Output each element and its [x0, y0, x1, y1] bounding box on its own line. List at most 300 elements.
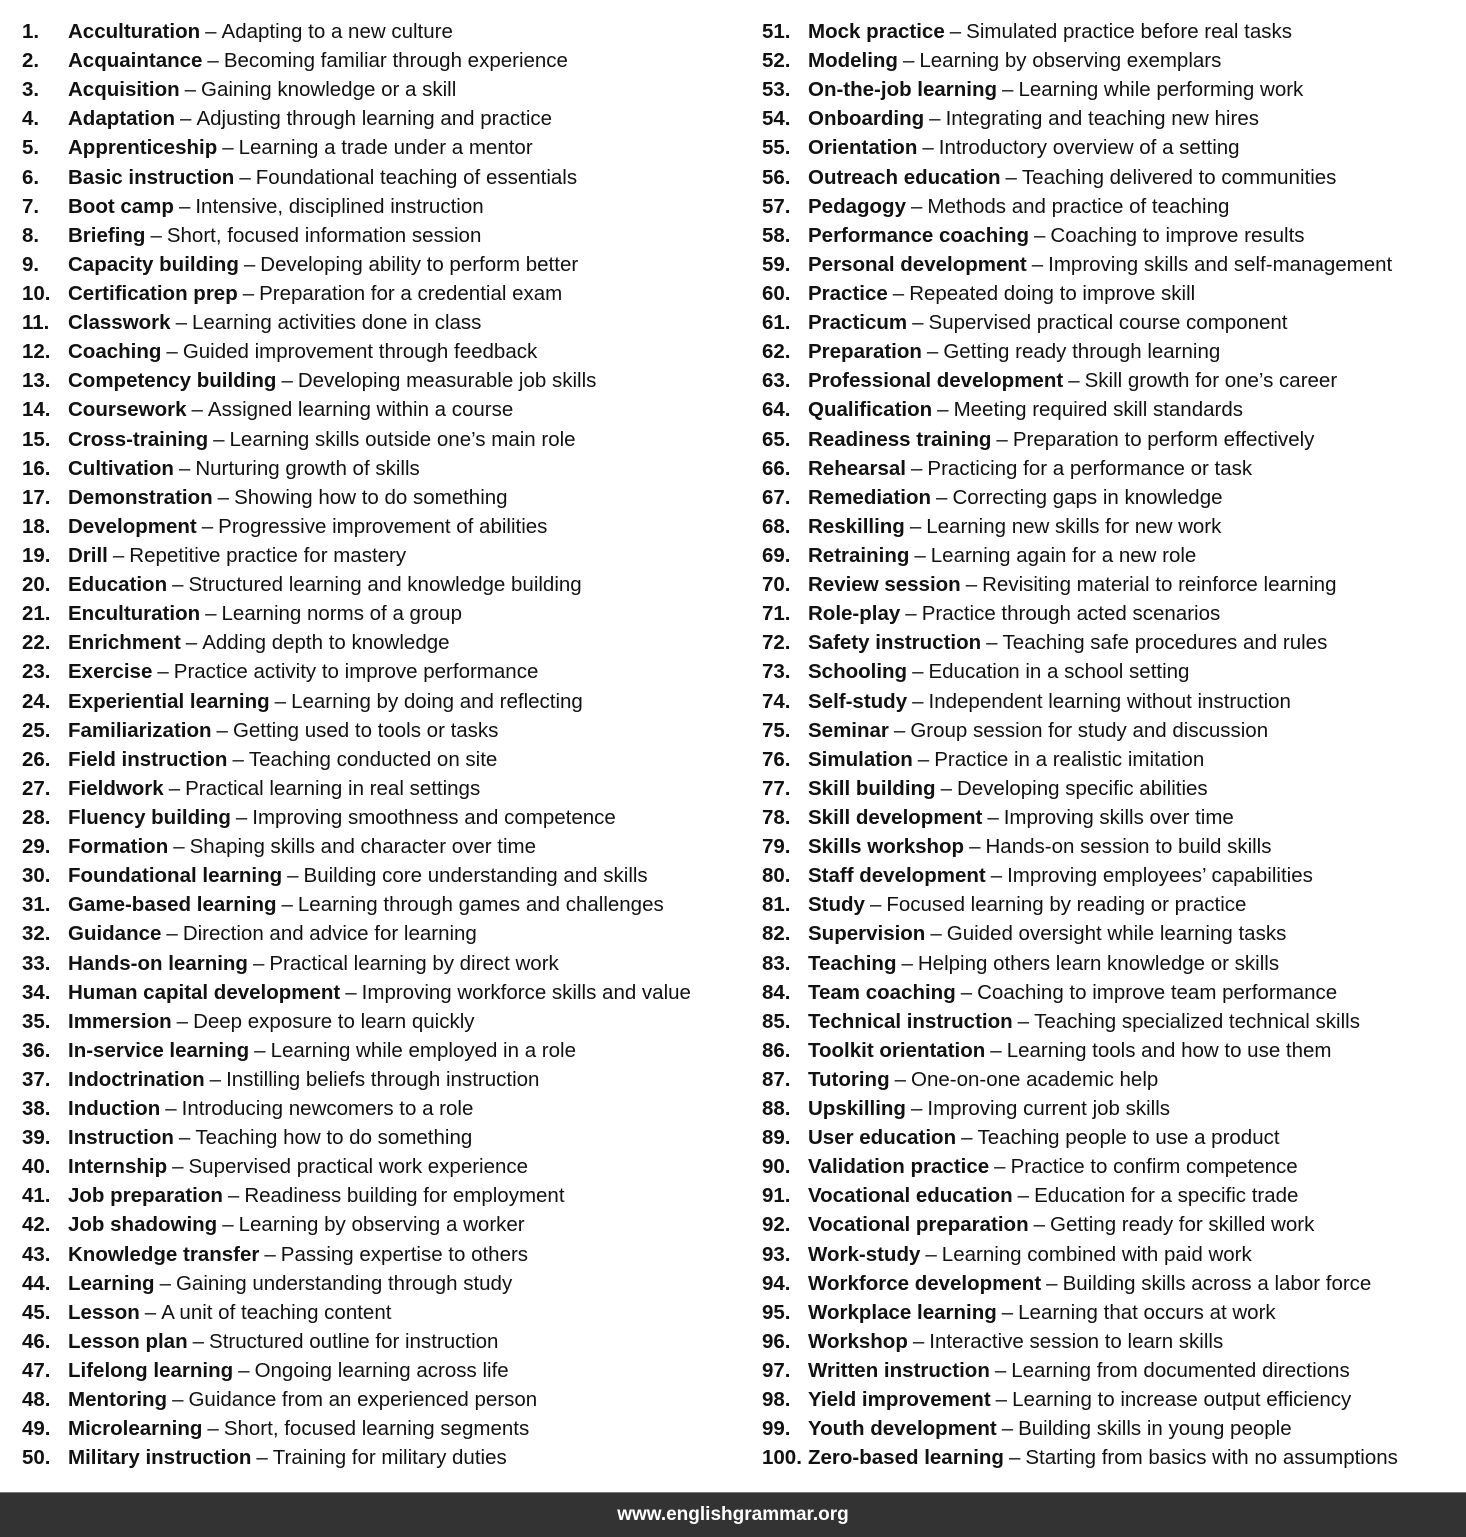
item-definition: Learning new skills for new work	[926, 514, 1222, 538]
item-number: 67.	[762, 485, 791, 509]
item-definition: Structured outline for instruction	[209, 1329, 499, 1353]
list-item	[762, 716, 1462, 745]
item-number: 48.	[22, 1388, 51, 1412]
list-item	[762, 1298, 1462, 1327]
list-item	[762, 745, 1462, 774]
item-number: 8.	[22, 223, 40, 247]
item-definition: Gaining knowledge or a skill	[201, 78, 457, 102]
item-term: Acquisition	[68, 78, 180, 102]
item-separator: –	[144, 1300, 157, 1324]
item-separator: –	[264, 1242, 276, 1266]
list-item	[762, 250, 1462, 279]
item-separator: –	[180, 107, 192, 131]
item-term: Pedagogy	[808, 194, 906, 218]
item-term: Formation	[68, 835, 169, 859]
item-separator: –	[238, 1359, 250, 1383]
item-definition: Starting from basics with no assumptions	[1025, 1446, 1398, 1470]
item-number: 38.	[22, 1097, 51, 1121]
list-item	[762, 395, 1462, 424]
item-number: 41.	[22, 1184, 51, 1208]
item-definition: Practice in a realistic imitation	[934, 747, 1205, 771]
item-number: 30.	[22, 864, 51, 888]
footer-website: www.englishgrammar.org	[617, 1504, 849, 1525]
list-item	[22, 104, 742, 133]
item-term: Instruction	[68, 1126, 174, 1150]
item-number: 50.	[22, 1446, 51, 1470]
item-separator: –	[217, 485, 230, 509]
item-term: Immersion	[68, 1009, 172, 1033]
item-number: 99.	[762, 1417, 791, 1441]
list-item	[762, 1181, 1462, 1210]
item-definition: Learning while performing work	[1018, 78, 1304, 102]
item-definition: Getting used to tools or tasks	[232, 718, 499, 742]
item-separator: –	[205, 20, 217, 43]
list-item	[22, 1327, 742, 1356]
item-term: Workshop	[808, 1329, 908, 1353]
list-item	[762, 1152, 1462, 1181]
list-item	[22, 919, 742, 948]
list-item	[22, 1269, 742, 1298]
item-term: Demonstration	[68, 485, 213, 509]
list-item	[762, 221, 1462, 250]
list-item	[22, 774, 742, 803]
item-term: Fluency building	[68, 805, 231, 829]
item-separator: –	[242, 281, 255, 305]
item-term: Education	[68, 573, 168, 597]
item-number: 47.	[22, 1359, 51, 1383]
item-number: 72.	[762, 631, 791, 655]
item-term: On-the-job learning	[808, 78, 998, 102]
item-number: 57.	[762, 194, 791, 218]
item-separator: –	[168, 776, 181, 800]
item-number: 1.	[22, 20, 40, 43]
item-term: User education	[808, 1126, 957, 1150]
list-item	[762, 104, 1462, 133]
item-definition: Practicing for a performance or task	[927, 456, 1253, 480]
list-item	[22, 395, 742, 424]
item-number: 69.	[762, 543, 791, 567]
footer-bar	[0, 1492, 1466, 1537]
list-item	[22, 308, 742, 337]
item-separator: –	[929, 107, 941, 131]
item-definition: Shaping skills and character over time	[189, 835, 537, 859]
item-separator: –	[994, 1155, 1006, 1179]
item-term: Lesson	[68, 1300, 140, 1324]
item-term: Indoctrination	[68, 1067, 205, 1091]
list-item	[762, 861, 1462, 890]
item-definition: Correcting gaps in knowledge	[952, 485, 1223, 509]
item-separator: –	[909, 514, 922, 538]
item-term: Skills workshop	[808, 835, 965, 859]
list-item	[22, 163, 742, 192]
list-item	[22, 1356, 742, 1385]
item-separator: –	[178, 1126, 191, 1150]
item-definition: Becoming familiar through experience	[223, 49, 568, 73]
item-term: Performance coaching	[808, 223, 1030, 247]
list-item	[762, 366, 1462, 395]
item-definition: Deep exposure to learn quickly	[193, 1009, 475, 1033]
item-definition: Passing expertise to others	[280, 1242, 529, 1266]
item-term: Zero-based learning	[808, 1446, 1004, 1470]
item-definition: Teaching specialized technical skills	[1034, 1009, 1360, 1033]
item-separator: –	[901, 951, 913, 975]
item-separator: –	[922, 136, 934, 160]
list-item	[762, 75, 1462, 104]
item-number: 77.	[762, 776, 791, 800]
list-item	[762, 1123, 1462, 1152]
item-term: Human capital development	[68, 980, 341, 1004]
item-term: Knowledge transfer	[68, 1242, 260, 1266]
item-separator: –	[893, 718, 906, 742]
item-term: Team coaching	[808, 980, 956, 1004]
item-separator: –	[1031, 252, 1044, 276]
list-item	[762, 919, 1462, 948]
item-term: Seminar	[808, 718, 889, 742]
item-number: 86.	[762, 1038, 791, 1062]
list-item	[762, 163, 1462, 192]
item-definition: Education in a school setting	[928, 660, 1190, 684]
item-separator: –	[232, 747, 244, 771]
item-separator: –	[172, 1388, 184, 1412]
item-definition: Teaching safe procedures and rules	[1002, 631, 1328, 655]
item-term: Review session	[808, 573, 961, 597]
item-definition: Guided oversight while learning tasks	[946, 922, 1287, 946]
list-item	[22, 832, 742, 861]
list-item	[22, 1123, 742, 1152]
item-term: Safety instruction	[808, 631, 982, 655]
item-term: Cross-training	[68, 427, 209, 451]
item-term: Basic instruction	[68, 165, 235, 189]
item-definition: Instilling beliefs through instruction	[226, 1067, 540, 1091]
list-item	[762, 192, 1462, 221]
item-number: 29.	[22, 835, 51, 859]
item-definition: Repetitive practice for mastery	[129, 543, 407, 567]
item-definition: Practical learning by direct work	[269, 951, 559, 975]
item-term: Lifelong learning	[68, 1359, 234, 1383]
item-separator: –	[926, 340, 939, 364]
item-number: 23.	[22, 660, 51, 684]
item-separator: –	[172, 573, 184, 597]
item-term: Reskilling	[808, 514, 905, 538]
item-number: 18.	[22, 514, 51, 538]
item-definition: Building core understanding and skills	[303, 864, 648, 888]
list-item	[762, 1065, 1462, 1094]
item-definition: Guided improvement through feedback	[182, 340, 538, 364]
item-separator: –	[252, 951, 265, 975]
item-term: Workplace learning	[808, 1300, 997, 1324]
item-definition: Learning again for a new role	[930, 543, 1197, 567]
item-number: 5.	[22, 136, 40, 160]
item-separator: –	[207, 49, 219, 73]
list-item	[22, 1152, 742, 1181]
item-definition: Practice through acted scenarios	[921, 602, 1221, 626]
item-separator: –	[191, 398, 203, 422]
item-separator: –	[150, 223, 162, 247]
list-item	[22, 1007, 742, 1036]
item-number: 93.	[762, 1242, 791, 1266]
item-term: Fieldwork	[68, 776, 164, 800]
item-separator: –	[157, 660, 169, 684]
item-separator: –	[990, 1038, 1002, 1062]
item-definition: Improving current job skills	[927, 1097, 1171, 1121]
item-definition: Adapting to a new culture	[221, 20, 453, 43]
item-number: 35.	[22, 1009, 51, 1033]
item-number: 21.	[22, 602, 51, 626]
item-definition: Learning through games and challenges	[297, 893, 664, 917]
item-separator: –	[205, 602, 217, 626]
list-item	[762, 1414, 1462, 1443]
item-definition: Coaching to improve results	[1050, 223, 1305, 247]
item-term: Upskilling	[808, 1097, 906, 1121]
list-item	[22, 250, 742, 279]
item-term: Workforce development	[808, 1271, 1042, 1295]
item-separator: –	[869, 893, 882, 917]
item-term: Learning	[68, 1271, 155, 1295]
item-number: 36.	[22, 1038, 51, 1062]
list-item	[22, 454, 742, 483]
list-item	[762, 1240, 1462, 1269]
item-number: 75.	[762, 718, 791, 742]
item-definition: Supervised practical work experience	[188, 1155, 529, 1179]
item-separator: –	[166, 340, 178, 364]
item-separator: –	[185, 631, 198, 655]
item-term: Practice	[808, 281, 888, 305]
item-definition: Ongoing learning across life	[254, 1359, 509, 1383]
item-term: Adaptation	[68, 107, 176, 131]
item-number: 3.	[22, 78, 40, 102]
list-item	[22, 1240, 742, 1269]
list-item	[762, 1356, 1462, 1385]
item-term: Guidance	[68, 922, 162, 946]
list-item	[762, 628, 1462, 657]
item-definition: Training for military duties	[272, 1446, 507, 1470]
item-term: Cultivation	[68, 456, 174, 480]
item-separator: –	[940, 776, 952, 800]
item-number: 24.	[22, 689, 51, 713]
list-item	[22, 570, 742, 599]
item-number: 81.	[762, 893, 791, 917]
item-term: Job shadowing	[68, 1213, 218, 1237]
item-number: 22.	[22, 631, 51, 655]
item-separator: –	[173, 835, 185, 859]
item-separator: –	[274, 689, 287, 713]
item-separator: –	[213, 427, 225, 451]
item-definition: Getting ready through learning	[943, 340, 1221, 364]
item-term: Rehearsal	[808, 456, 907, 480]
item-number: 26.	[22, 747, 51, 771]
item-term: Capacity building	[68, 252, 239, 276]
item-definition: Learning by doing and reflecting	[291, 689, 583, 713]
item-number: 64.	[762, 398, 791, 422]
item-term: Outreach education	[808, 165, 1001, 189]
item-term: Apprenticeship	[68, 136, 218, 160]
item-separator: –	[243, 252, 256, 276]
item-definition: Structured learning and knowledge building	[188, 573, 582, 597]
item-number: 33.	[22, 951, 51, 975]
item-term: Simulation	[808, 747, 913, 771]
item-number: 45.	[22, 1300, 51, 1324]
item-definition: Developing ability to perform better	[260, 252, 579, 276]
item-definition: Improving smoothness and competence	[252, 805, 616, 829]
list-item	[762, 774, 1462, 803]
item-separator: –	[965, 573, 978, 597]
item-term: Hands-on learning	[68, 951, 248, 975]
item-definition: Building skills across a labor force	[1062, 1271, 1372, 1295]
item-number: 42.	[22, 1213, 51, 1237]
item-definition: Learning to increase output efficiency	[1012, 1388, 1352, 1412]
item-term: Field instruction	[68, 747, 228, 771]
item-separator: –	[287, 864, 299, 888]
item-separator: –	[192, 1329, 205, 1353]
item-term: In-service learning	[68, 1038, 250, 1062]
item-term: Preparation	[808, 340, 922, 364]
item-term: Skill development	[808, 805, 983, 829]
item-definition: Introductory overview of a setting	[938, 136, 1240, 160]
item-term: Microlearning	[68, 1417, 203, 1441]
item-term: Acquaintance	[68, 49, 203, 73]
item-number: 60.	[762, 281, 791, 305]
item-number: 13.	[22, 369, 51, 393]
item-definition: Simulated practice before real tasks	[966, 20, 1293, 43]
item-number: 11.	[22, 311, 50, 335]
item-term: Coaching	[68, 340, 162, 364]
item-number: 53.	[762, 78, 791, 102]
item-number: 28.	[22, 805, 51, 829]
list-item	[22, 1065, 742, 1094]
list-item	[22, 890, 742, 919]
item-separator: –	[178, 194, 191, 218]
item-separator: –	[961, 1126, 973, 1150]
item-separator: –	[175, 311, 187, 335]
item-number: 62.	[762, 340, 791, 364]
list-item	[22, 628, 742, 657]
list-item	[762, 687, 1462, 716]
item-definition: Teaching how to do something	[195, 1126, 473, 1150]
list-item	[762, 832, 1462, 861]
item-number: 94.	[762, 1271, 791, 1295]
item-definition: Helping others learn knowledge or skills	[917, 951, 1280, 975]
item-term: Qualification	[808, 398, 933, 422]
item-separator: –	[912, 689, 924, 713]
item-term: Mock practice	[808, 20, 945, 43]
item-separator: –	[912, 311, 924, 335]
list-item	[22, 1385, 742, 1414]
list-item	[22, 599, 742, 628]
list-item	[762, 599, 1462, 628]
item-separator: –	[930, 922, 942, 946]
item-separator: –	[936, 485, 948, 509]
item-separator: –	[209, 1067, 222, 1091]
item-term: Internship	[68, 1155, 168, 1179]
item-number: 92.	[762, 1213, 791, 1237]
list-item	[762, 279, 1462, 308]
item-definition: Revisiting material to reinforce learning	[982, 573, 1337, 597]
list-item	[22, 75, 742, 104]
item-number: 12.	[22, 340, 51, 364]
item-number: 85.	[762, 1009, 791, 1033]
item-definition: Learning tools and how to use them	[1006, 1038, 1332, 1062]
item-separator: –	[184, 78, 197, 102]
item-definition: Hands-on session to build skills	[985, 835, 1272, 859]
item-separator: –	[172, 1155, 184, 1179]
list-item	[762, 1385, 1462, 1414]
item-separator: –	[994, 1359, 1007, 1383]
list-item	[22, 978, 742, 1007]
list-item	[22, 1181, 742, 1210]
list-item	[22, 1298, 742, 1327]
item-separator: –	[1001, 1300, 1014, 1324]
item-number: 90.	[762, 1155, 791, 1179]
item-separator: –	[1068, 369, 1080, 393]
item-number: 54.	[762, 107, 791, 131]
item-term: Boot camp	[68, 194, 174, 218]
item-term: Youth development	[808, 1417, 997, 1441]
item-term: Enculturation	[68, 602, 201, 626]
item-definition: Focused learning by reading or practice	[886, 893, 1247, 917]
item-definition: Learning combined with paid work	[941, 1242, 1252, 1266]
item-separator: –	[178, 456, 191, 480]
item-number: 43.	[22, 1242, 51, 1266]
item-number: 15.	[22, 427, 51, 451]
item-term: Self-study	[808, 689, 908, 713]
item-term: Induction	[68, 1097, 161, 1121]
list-item	[762, 949, 1462, 978]
item-definition: Foundational teaching of essentials	[255, 165, 578, 189]
item-term: Competency building	[68, 369, 277, 393]
item-definition: Guidance from an experienced person	[188, 1388, 538, 1412]
item-number: 78.	[762, 805, 791, 829]
item-separator: –	[905, 602, 917, 626]
item-definition: Independent learning without instruction	[928, 689, 1291, 713]
item-term: Coursework	[68, 398, 187, 422]
item-definition: Gaining understanding through study	[175, 1271, 513, 1295]
item-term: Technical instruction	[808, 1009, 1013, 1033]
item-definition: Short, focused information session	[166, 223, 482, 247]
list-item	[22, 1210, 742, 1239]
item-definition: Building skills in young people	[1018, 1417, 1292, 1441]
item-term: Practicum	[808, 311, 908, 335]
item-definition: Nurturing growth of skills	[195, 456, 420, 480]
item-separator: –	[960, 980, 973, 1004]
list-item	[762, 1269, 1462, 1298]
list-item	[762, 512, 1462, 541]
list-item	[22, 221, 742, 250]
item-definition: Integrating and teaching new hires	[945, 107, 1259, 131]
item-separator: –	[222, 1213, 234, 1237]
item-definition: A unit of teaching content	[161, 1300, 392, 1324]
item-number: 2.	[22, 49, 40, 73]
item-definition: Adding depth to knowledge	[202, 631, 450, 655]
item-term: Lesson plan	[68, 1329, 188, 1353]
item-separator: –	[969, 835, 981, 859]
item-term: Game-based learning	[68, 893, 277, 917]
item-separator: –	[254, 1038, 266, 1062]
item-term: Experiential learning	[68, 689, 270, 713]
item-separator: –	[222, 136, 234, 160]
item-separator: –	[166, 922, 178, 946]
item-number: 16.	[22, 456, 51, 480]
item-term: Study	[808, 893, 865, 917]
item-definition: Developing measurable job skills	[297, 369, 597, 393]
item-number: 19.	[22, 543, 51, 567]
item-separator: –	[235, 805, 248, 829]
list-item	[22, 1036, 742, 1065]
item-term: Yield improvement	[808, 1388, 991, 1412]
item-separator: –	[987, 805, 999, 829]
item-definition: Adjusting through learning and practice	[196, 107, 553, 131]
item-definition: Learning skills outside one’s main role	[229, 427, 576, 451]
word-list-left-column	[22, 17, 742, 1472]
